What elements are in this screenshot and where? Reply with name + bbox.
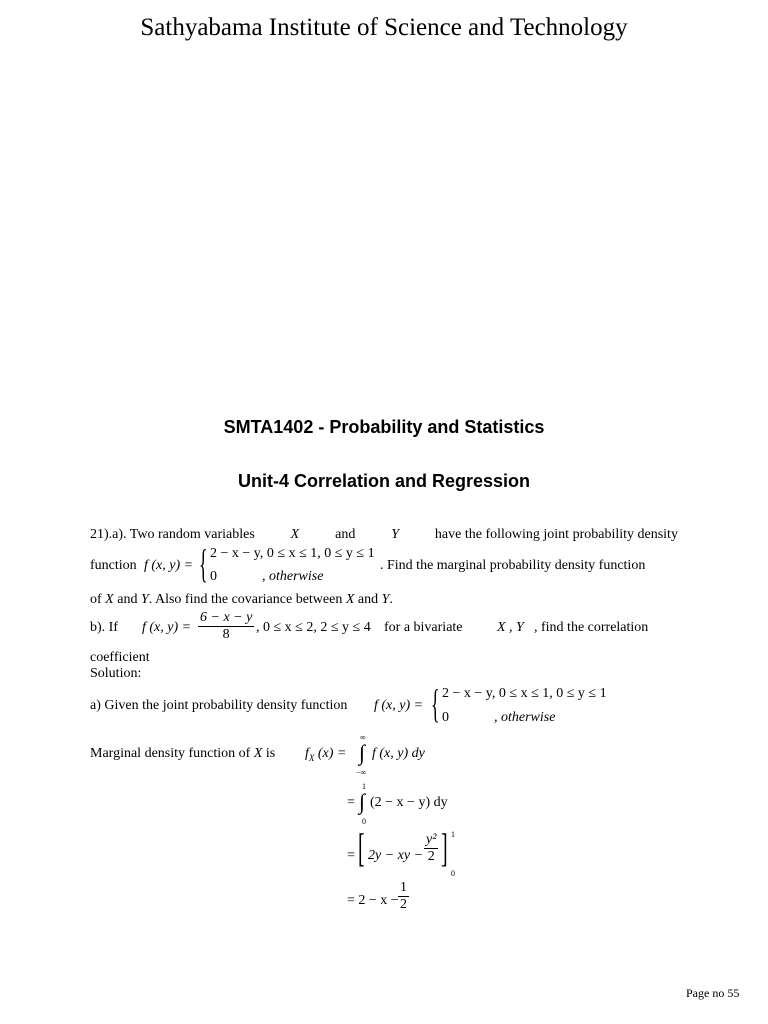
y-squared-fraction bbox=[424, 832, 438, 865]
fraction-denominator: 8 bbox=[222, 627, 230, 642]
q21a-case1: 2 − x − y, 0 ≤ x ≤ 1, 0 ≤ y ≤ 1 bbox=[210, 546, 375, 561]
page-number: Page no 55 bbox=[686, 986, 740, 1000]
fraction-numerator: 1 bbox=[400, 880, 407, 895]
right-bracket: ] bbox=[441, 825, 448, 870]
q21a-intro: 21).a). Two random variables bbox=[90, 527, 255, 542]
var-y: Y bbox=[391, 527, 400, 542]
bracket-upper-limit: 1 bbox=[451, 830, 455, 839]
solution-case1: 2 − x − y, 0 ≤ x ≤ 1, 0 ≤ y ≤ 1 bbox=[442, 686, 607, 701]
bracket-expression: 2y − xy − bbox=[368, 848, 424, 863]
solution-f-lhs: f (x, y) = bbox=[374, 698, 424, 713]
q21a-case2-val: 0 bbox=[210, 569, 217, 584]
bracket-lower-limit: 0 bbox=[451, 869, 455, 878]
solution-case2-cond: , otherwise bbox=[494, 710, 556, 725]
fraction-numerator: 6 − x − y bbox=[200, 610, 253, 625]
q21b-mid: for a bivariate bbox=[384, 620, 463, 635]
q21b-tail: , find the correlation bbox=[534, 620, 649, 635]
word-and: and bbox=[335, 527, 356, 542]
var-x: X bbox=[290, 527, 300, 542]
marginal-text: Marginal density function of X is bbox=[90, 746, 276, 761]
integral-sign: ∫ bbox=[359, 740, 366, 765]
integral-lower-limit: 0 bbox=[362, 817, 366, 826]
institute-title: Sathyabama Institute of Science and Technology bbox=[140, 14, 628, 41]
q21b-prefix: b). If bbox=[90, 620, 118, 635]
solution-label: Solution: bbox=[90, 666, 142, 681]
solution-case2-val: 0 bbox=[442, 710, 449, 725]
left-bracket: [ bbox=[358, 825, 365, 870]
solution-given: a) Given the joint probability density function bbox=[90, 698, 348, 713]
q21a-line3: of X and Y. Also find the covariance between X and Y. bbox=[90, 592, 393, 607]
fx-lhs: $f_X$ (x) = bbox=[305, 746, 347, 763]
q21b-range: , 0 ≤ x ≤ 2, 2 ≤ y ≤ 4 bbox=[256, 620, 371, 635]
equals-sign: = bbox=[347, 848, 355, 863]
q21b-f-lhs: f (x, y) = bbox=[142, 620, 192, 635]
final-expression: = 2 − x − bbox=[347, 893, 399, 908]
left-brace: { bbox=[199, 541, 208, 586]
q21a-find-marginal: . Find the marginal probability density function bbox=[380, 558, 646, 573]
fraction-numerator: y² bbox=[426, 832, 437, 847]
q21a-f-lhs: f (x, y) = bbox=[144, 558, 194, 573]
function-word: function bbox=[90, 558, 137, 573]
q21a-line1 bbox=[90, 527, 678, 543]
integrand: (2 − x − y) dy bbox=[370, 795, 448, 810]
equals-sign: = bbox=[347, 795, 355, 810]
integral-sign: ∫ bbox=[359, 789, 366, 814]
fraction bbox=[198, 610, 254, 643]
q21b-vars: X , Y bbox=[497, 620, 524, 635]
q21a-case2-cond: , otherwise bbox=[262, 569, 324, 584]
left-brace: { bbox=[431, 681, 440, 726]
integral-upper-limit: ∞ bbox=[360, 733, 366, 742]
integrand: f (x, y) dy bbox=[372, 746, 425, 761]
unit-title: Unit-4 Correlation and Regression bbox=[237, 471, 531, 491]
fraction-denominator: 2 bbox=[427, 849, 435, 864]
fraction-denominator: 2 bbox=[400, 897, 407, 912]
q21b-fraction bbox=[198, 610, 254, 643]
integral-upper-limit: 1 bbox=[362, 782, 366, 791]
course-title: SMTA1402 - Probability and Statistics bbox=[223, 417, 545, 437]
q21a-rest: have the following joint probability density bbox=[434, 527, 678, 542]
integral-lower-limit: −∞ bbox=[356, 768, 367, 777]
coefficient-word: coefficient bbox=[90, 650, 150, 665]
half-fraction bbox=[398, 880, 409, 913]
